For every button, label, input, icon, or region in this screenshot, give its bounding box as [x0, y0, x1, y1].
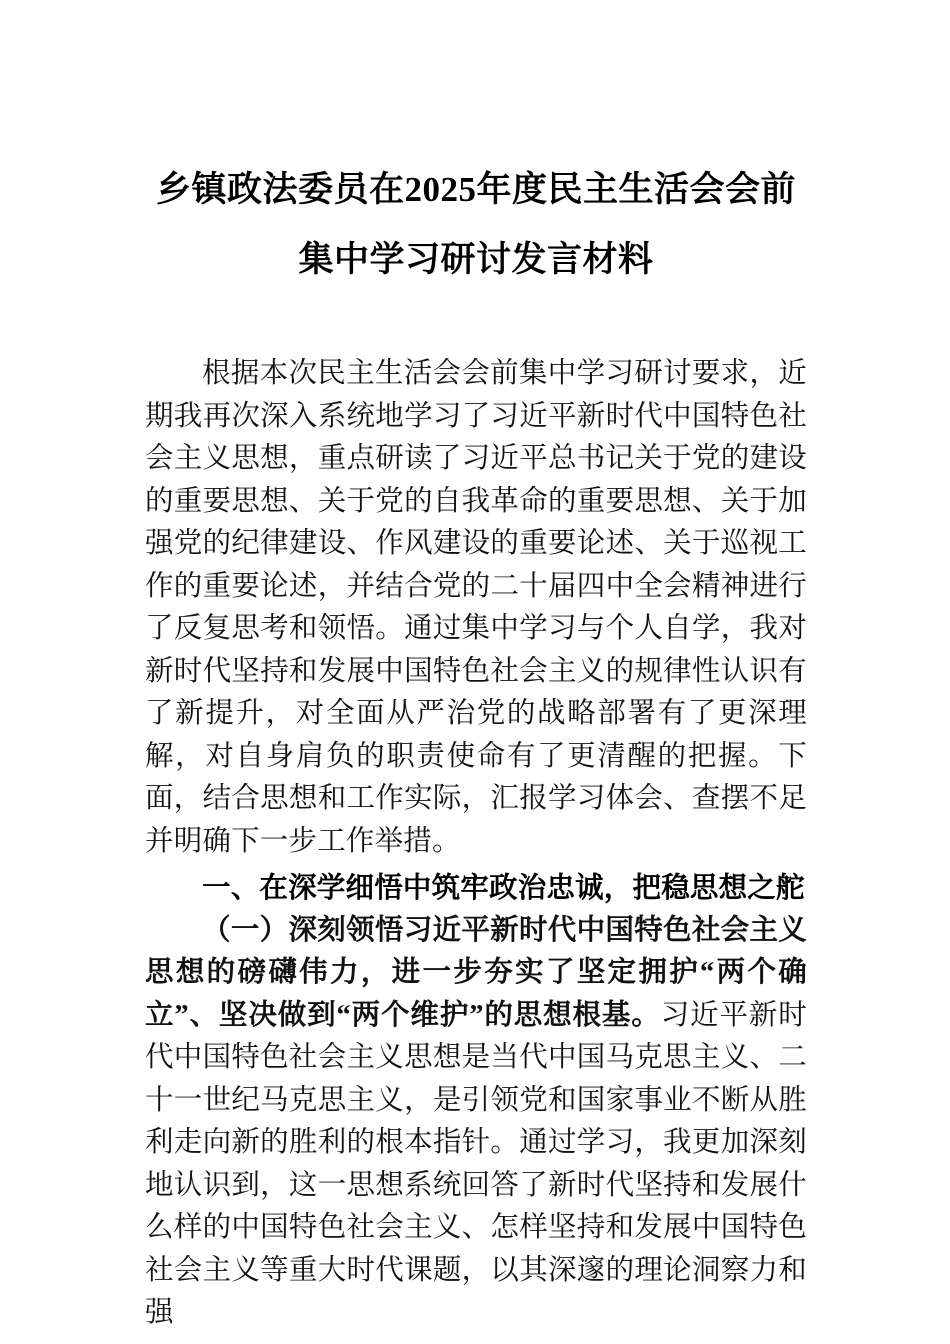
page-title	[145, 0, 807, 295]
document-body	[145, 0, 807, 1335]
subsection-body-text: 习近平新时代中国特色社会主义思想是当代中国马克思主义、二十一世纪马克思主义，是引领党和国家事业不断从胜利走向新的胜利的根本指针。通过学习，我更加深刻地认识到，这一思想系统回答了新时代坚持和发展什么样的中国特色社会主义、怎样坚持和发展中国特色社会主义等重大时代课题，以其深邃的理论洞察力和强	[145, 999, 807, 1328]
paragraph-subsection-1-1	[145, 910, 807, 1335]
section-heading-1: 一、在深学细悟中筑牢政治忠诚，把稳思想之舵	[202, 872, 805, 904]
page-title-text: 乡镇政法委员在2025年度民主生活会会前集中学习研讨发言材料	[155, 170, 796, 279]
paragraph-intro: 根据本次民主生活会会前集中学习研讨要求，近期我再次深入系统地学习了习近平新时代中国特色社会主义思想，重点研读了习近平总书记关于党的建设的重要思想、关于党的自我革命的重要思想、关于加强党的纪律建设、作风建设的重要论述、关于巡视工作的重要论述，并结合党的二十届四中全会精神进行了反复思考和领悟。通过集中学习与个人自学，我对新时代坚持和发展中国特色社会主义的规律性认识有了新提升，对全面从严治党的战略部署有了更深理解，对自身肩负的职责使命有了更清醒的把握。下面，结合思想和工作实际，汇报学习体会、查摆不足并明确下一步工作举措。	[145, 358, 807, 857]
subsection-lead-bold: （一）深刻领悟习近平新时代中国特色社会主义思想的磅礴伟力，进一步夯实了坚定拥护“两个确立”、坚决做到“两个维护”的思想根基。	[145, 914, 807, 1031]
